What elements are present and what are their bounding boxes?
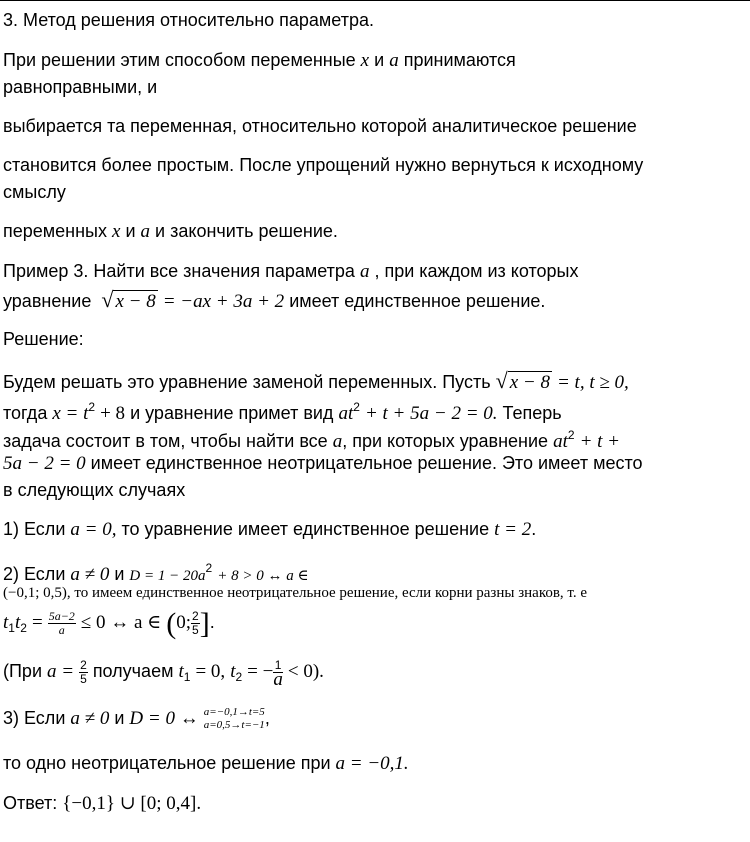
- intro-line-5: смыслу: [3, 182, 66, 202]
- case-1: 1) Если a = 0, то уравнение имеет единственное решение t = 2.: [3, 519, 537, 540]
- case-3-conditions: a=−0,1→t=5 a=0,5→t=−1: [203, 706, 265, 732]
- solution-line-1: Будем решать это уравнение заменой переменных. Пусть √ x − 8 = t, t ≥ 0,: [3, 367, 629, 396]
- sqrt-expression: √ x − 8: [101, 287, 156, 312]
- case-3-conclusion: то одно неотрицательное решение при a = −0,1.: [3, 753, 409, 774]
- solution-line-5: в следующих случаях: [3, 480, 186, 500]
- fraction: $\frac{2}{5}$: [80, 657, 87, 686]
- case-2-line-2: (−0,1; 0,5), то имеем единственное неотрицательное решение, если корни разны знаков, т. е: [3, 585, 588, 601]
- intro-line-1: При решении этим способом переменные x и a принимаются: [3, 50, 516, 71]
- fraction: $\frac{2}{5}$: [192, 608, 199, 637]
- fraction: $\frac{1}{a}$: [273, 657, 283, 690]
- solution-line-2: тогда $x = t^2 + 8$ и уравнение примет вид $at^2 + t + 5a - 2 = 0$. Теперь: [3, 400, 562, 424]
- solution-label: Решение:: [3, 329, 84, 349]
- example-line-2: уравнение √ x − 8 = −ax + 3a + 2 имеет единственное решение.: [3, 286, 545, 315]
- case-2-line-1: 2) Если a ≠ 0 и $D = 1 - 20a^2 + 8 > 0$ ↔ a ∈: [3, 561, 309, 585]
- intro-line-2: равноправными, и: [3, 77, 158, 97]
- sqrt-substitution: √ x − 8: [495, 368, 550, 393]
- solution-line-4: 5a − 2 = 0 имеет единственное неотрицательное решение. Это имеет место: [3, 453, 643, 474]
- fraction: $\frac{5a-2}{a}$: [48, 608, 75, 637]
- section-heading: 3. Метод решения относительно параметра.: [3, 10, 374, 30]
- case-3: 3) Если a ≠ 0 и D = 0 ↔ a=−0,1→t=5 a=0,5→t=−1 ,: [3, 706, 270, 732]
- intro-line-3: выбирается та переменная, относительно которой аналитическое решение: [3, 116, 637, 136]
- answer-line: Ответ: {−0,1} ∪ [0; 0,4].: [3, 793, 202, 814]
- solution-line-3: задача состоит в том, чтобы найти все a, при которых уравнение $at^2 + t$ +: [3, 428, 620, 452]
- intro-line-6: переменных x и a и закончить решение.: [3, 221, 338, 242]
- note-line: (При a = $\frac{2}{5}$ получаем $t_1 = 0$, $t_2$ = − $\frac{1}{a}$ < 0).: [3, 657, 324, 690]
- example-line-1: Пример 3. Найти все значения параметра a , при каждом из которых: [3, 261, 579, 282]
- case-2-line-3: $t_1t_2$ = $\frac{5a-2}{a}$ ≤ 0 ↔ a ∈ (0; $\frac{2}{5}$ ].: [3, 607, 215, 640]
- intro-line-4: становится более простым. После упрощений нужно вернуться к исходному: [3, 155, 644, 175]
